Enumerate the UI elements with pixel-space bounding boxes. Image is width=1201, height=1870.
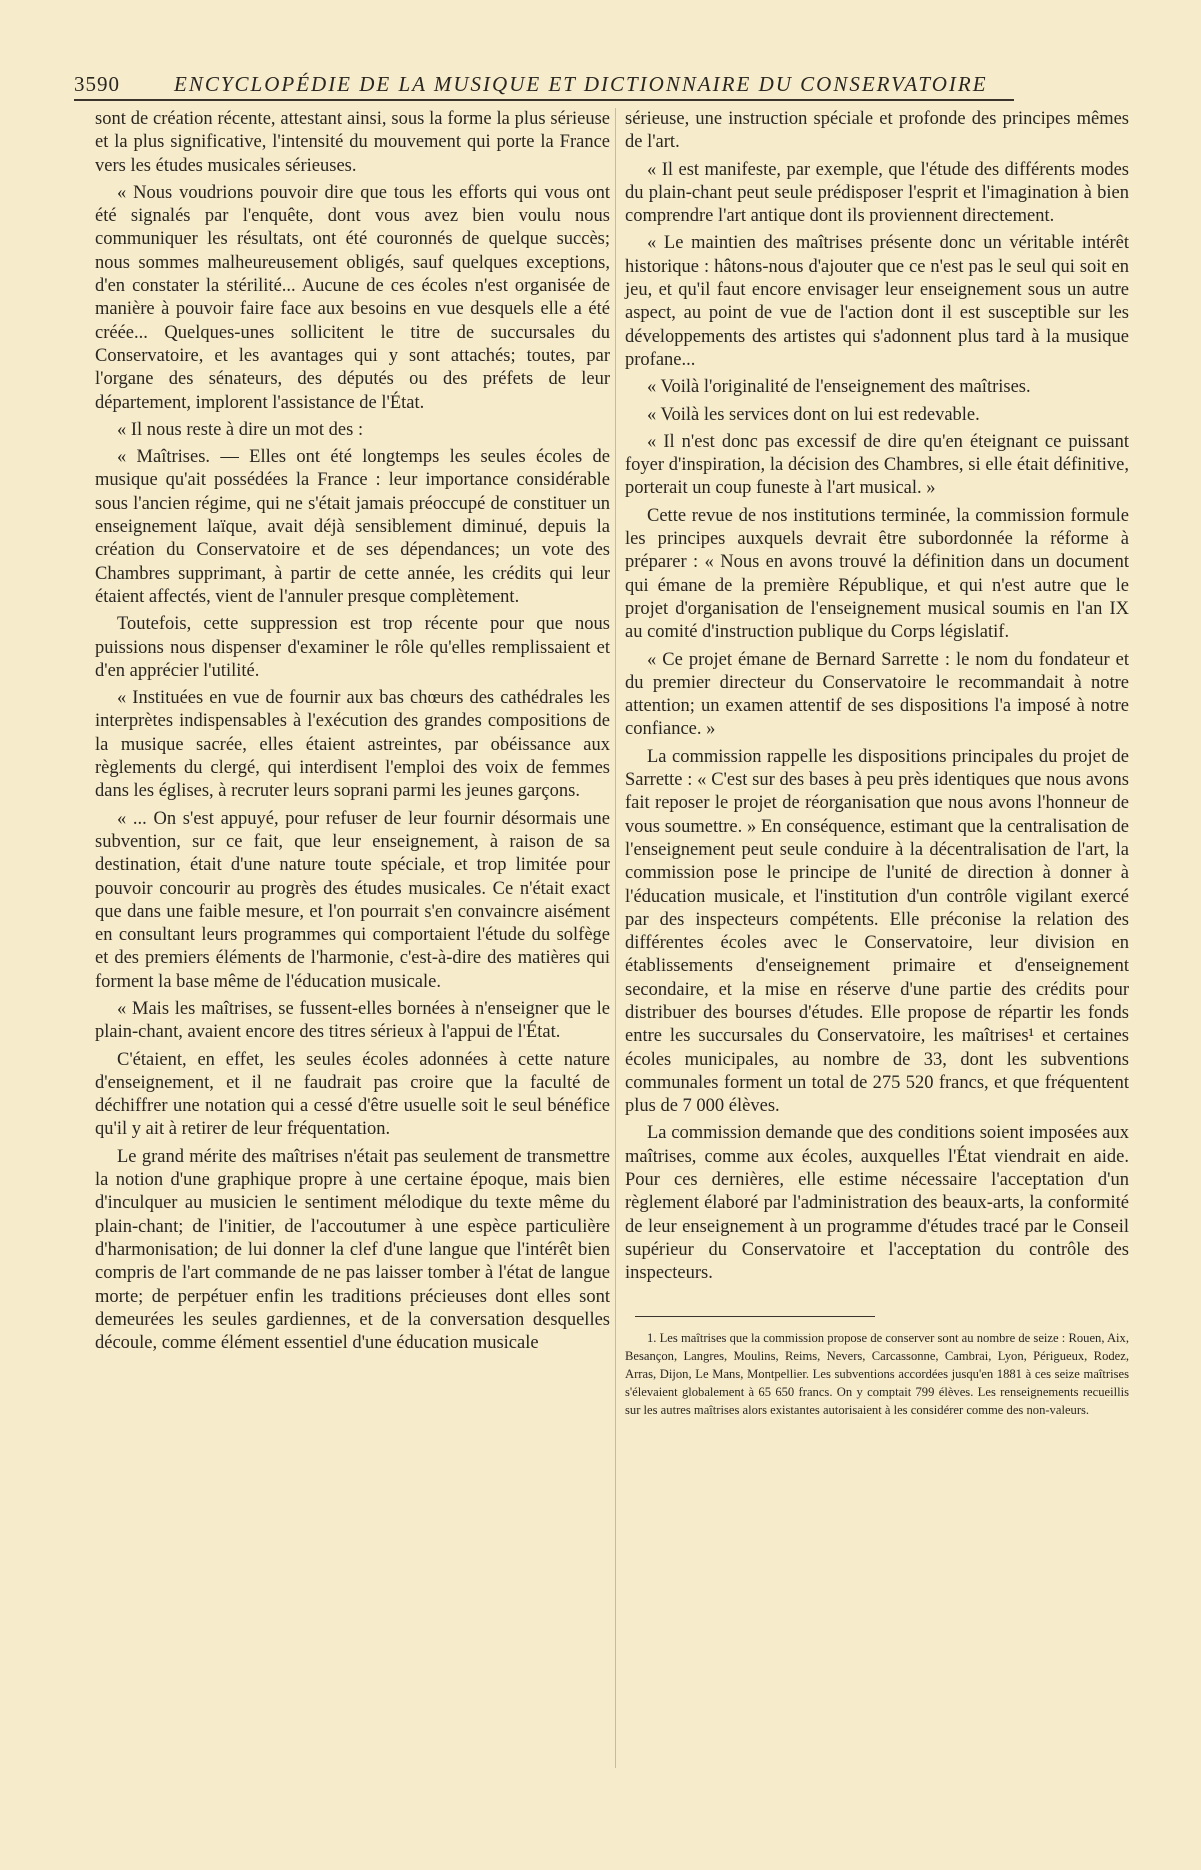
footnote: 1. Les maîtrises que la commission propose de conserver sont au nombre de seize : Rouen, Aix, Besançon, Langres, Moulins, Reims, Nevers, Carcassonne, Cambrai, Lyon, Périgueux, Rodez, Arras, Dijon, Le Mans, Montpellier. Les subventions accordées jusqu'en 1881 à ces seize maîtrises s'élevaient globalement à 65 650 francs. On y comptait 799 élèves. Les renseignements recueillis sur les autres maîtrises alors existantes autorisaient à les considérer comme des non-valeurs. xyxy=(625,1330,1129,1417)
paragraph: « Voilà les services dont on lui est redevable. xyxy=(647,404,980,425)
paragraph: Cette revue de nos institutions terminée, la commission formule les principes auxquels devrait être subordonnée la réforme à préparer : « Nous en avons trouvé la définition dans un document qui émane de la première République, et qui n'est autre que le projet d'organisation de l'enseignement musical soumis en l'an IX au comité d'instruction publique du Corps législatif. xyxy=(625,505,1129,643)
paragraph: « Voilà l'originalité de l'enseignement des maîtrises. xyxy=(647,377,1031,398)
page-header xyxy=(74,70,1014,96)
paragraph: La commission rappelle les dispositions principales du projet de Sarrette : « C'est sur des bases à peu près identiques que nous avons fait reposer le projet de réorganisation que nous avons l'honneur de vous soumettre. » En conséquence, estimant que la centralisation de l'enseignement peut seule conduire à la décentralisation de l'art, la commission pose le principe de l'unité de direction à donner à l'éducation musicale, et l'institution d'un contrôle vigilant exercé par des inspecteurs compétents. Elle préconise la relation des différentes écoles avec le Conservatoire, leur division en établissements d'enseignement primaire et d'enseignement secondaire, et la mise en réserve d'une partie des crédits pour distribuer des bourses d'études. Elle propose de répartir les fonds entre les succursales du Conservatoire, les maîtrises¹ et certaines écoles municipales, au nombre de 33, dont les subventions communales forment un total de 275 520 francs, et que fréquentent plus de 7 000 élèves. xyxy=(625,746,1129,1117)
paragraph: La commission demande que des conditions soient imposées aux maîtrises, comme aux écoles, auxquelles l'État viendrait en aide. Pour ces dernières, elle estime nécessaire l'acceptation d'un règlement élaboré par l'administration des beaux-arts, la conformité de leur enseignement à un programme d'études tracé par le Conseil supérieur du Conservatoire et l'acceptation du contrôle des inspecteurs. xyxy=(625,1123,1129,1284)
paragraph: « Ce projet émane de Bernard Sarrette : le nom du fondateur et du premier directeur du Conservatoire le recommandait à notre attention; un examen attentif de ses dispositions l'a imposé à notre confiance. » xyxy=(625,649,1129,740)
page-number: 3590 xyxy=(74,72,120,96)
left-column xyxy=(95,108,610,1359)
paragraph: « Mais les maîtrises, se fussent-elles bornées à n'enseigner que le plain-chant, avaient encore des titres sérieux à l'appui de l'État. xyxy=(95,998,610,1043)
paragraph: « Le maintien des maîtrises présente donc un véritable intérêt historique : hâtons-nous d'ajouter que ce n'est pas le seul qui soit en jeu, et qu'il faut encore envisager leur enseignement sous un autre aspect, au point de vue de l'action dont il est susceptible sur les développements des artistes qui s'adonnent plus tard à la musique profane... xyxy=(625,233,1129,370)
running-title: ENCYCLOPÉDIE DE LA MUSIQUE ET DICTIONNAIRE DU CONSERVATOIRE xyxy=(174,72,988,96)
paragraph: « Il est manifeste, par exemple, que l'étude des différents modes du plain-chant peut seule prédisposer l'esprit et l'imagination à bien comprendre l'art antique dont ils proviennent directement. xyxy=(625,159,1129,227)
right-column xyxy=(625,108,1129,1423)
column-divider xyxy=(615,108,616,1768)
footnote-rule xyxy=(635,1316,875,1317)
header-rule xyxy=(74,99,1014,101)
paragraph: « ... On s'est appuyé, pour refuser de leur fournir désormais une subvention, sur ce fait, que leur enseignement, à raison de sa destination, était d'une nature toute spéciale, et trop limitée pour pouvoir concourir au progrès des études musicales. Ce n'était exact que dans une faible mesure, et l'on pourrait s'en convaincre aisément en consultant leurs programmes qui comportaient l'étude du solfège et des premiers éléments de l'harmonie, c'est-à-dire des matières qui forment la base même de l'éducation musicale. xyxy=(95,808,610,992)
paragraph: Toutefois, cette suppression est trop récente pour que nous puissions nous dispenser d'examiner le rôle qu'elles remplissaient et d'en apprécier l'utilité. xyxy=(95,614,610,681)
paragraph: C'étaient, en effet, les seules écoles adonnées à cette nature d'enseignement, et il ne faudrait pas croire que la faculté de déchiffrer une notation qui a cessé d'être usuelle soit le seul bénéfice qu'il y ait à retirer de leur fréquentation. xyxy=(95,1049,610,1140)
paragraph: sérieuse, une instruction spéciale et profonde des principes mêmes de l'art. xyxy=(625,109,1129,153)
paragraph: « Il nous reste à dire un mot des : xyxy=(117,419,364,440)
paragraph: « Il n'est donc pas excessif de dire qu'en éteignant ce puissant foyer d'inspiration, la décision des Chambres, si elle était définitive, porterait un coup funeste à l'art musical. » xyxy=(625,431,1129,499)
paragraph: « Maîtrises. — Elles ont été longtemps les seules écoles de musique qu'ait possédées la France : leur importance considérable sous l'ancien régime, qui ne s'était jamais préoccupé de constituer un enseignement laïque, avait déjà sensiblement diminué, depuis la création du Conservatoire et de ses dépendances; un vote des Chambres supprimant, à partir de cette année, les crédits qui leur étaient affectés, vient de l'annuler presque complètement. xyxy=(95,447,610,607)
paragraph: Le grand mérite des maîtrises n'était pas seulement de transmettre la notion d'une graphique propre à une certaine époque, mais bien d'inculquer au musicien le sentiment mélodique du texte même du plain-chant; de l'initier, de l'accoutumer à une espèce particulière d'harmonisation; de lui donner la clef d'une langue que l'intérêt bien compris de l'art commande de ne pas laisser tomber à l'état de langue morte; de perpétuer enfin les traditions précieuses dont elles sont demeurées les seules gardiennes, et de la conversation desquelles découle, comme élément essentiel d'une éducation musicale xyxy=(95,1146,610,1354)
paragraph: « Instituées en vue de fournir aux bas chœurs des cathédrales les interprètes indispensables à l'exécution des grandes compositions de la musique sacrée, elles étaient astreintes, par obéissance aux règlements du clergé, qui interdisent l'emploi des voix de femmes dans les églises, à recruter leurs soprani parmi les jeunes garçons. xyxy=(95,688,610,802)
paragraph: « Nous voudrions pouvoir dire que tous les efforts qui vous ont été signalés par l'enquête, dont vous avez bien voulu nous communiquer les résultats, ont été couronnés de quelque succès; nous sommes malheureusement obligés, sauf quelques exceptions, d'en constater la stérilité... Aucune de ces écoles n'est organisée de manière à pouvoir faire face aux besoins en vue desquels elle a été créée... Quelques-unes sollicitent le titre de succursales du Conservatoire, et les avantages qui y sont attachés; toutes, par l'organe des sénateurs, des députés ou des préfets de leur département, implorent l'assistance de l'État. xyxy=(95,182,610,413)
paragraph: sont de création récente, attestant ainsi, sous la forme la plus sérieuse et la plus significative, l'intensité du mouvement qui porte la France vers les études musicales sérieuses. xyxy=(95,109,610,176)
